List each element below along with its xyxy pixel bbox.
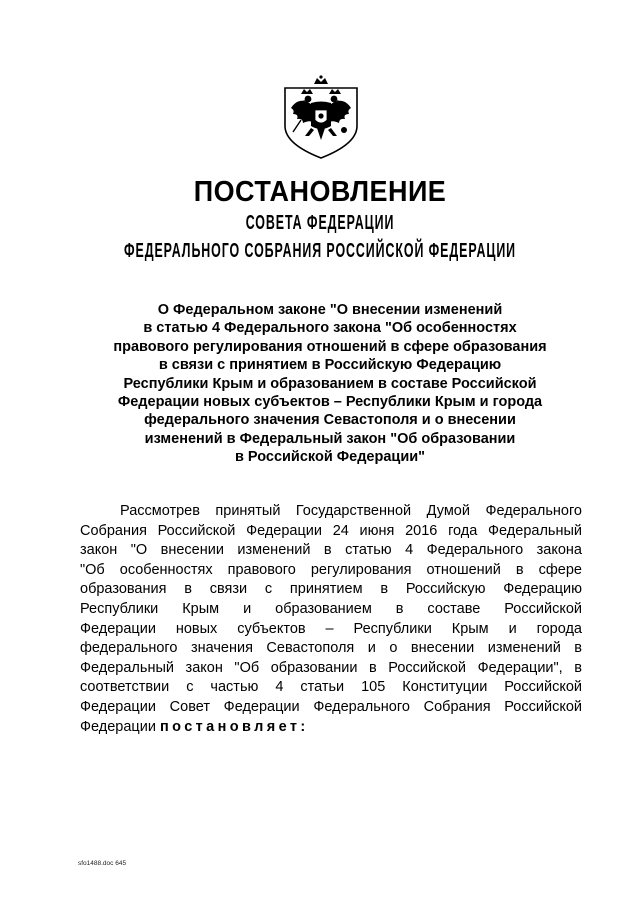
issuer-line-2: ФЕДЕРАЛЬНОГО СОБРАНИЯ РОССИЙСКОЙ ФЕДЕРАЦИИ: [123, 240, 517, 262]
body-last-prefix: Федерации: [80, 718, 160, 735]
body-line: образования в связи с принятием в Российскую Федерацию: [80, 581, 582, 598]
subject-line: О Федеральном законе "О внесении изменений: [157, 302, 503, 318]
subject-heading: [80, 301, 580, 467]
body-line: федерального значения Севастополя и о внесении изменений в: [80, 640, 582, 657]
subject-line: в Российской Федерации": [234, 449, 426, 466]
body-line-last: [80, 718, 582, 738]
body-line: Федерации Совет Федерации Федерального Собрания Российской: [80, 698, 582, 715]
body-line: соответствии с частью 4 статьи 105 Конституции Российской: [80, 679, 582, 696]
body-line: Республики Крым и образованием в составе Российской: [80, 600, 582, 617]
body-line: Федеральный закон "Об образовании в Российской Федерации", в: [80, 659, 582, 676]
body-line: Федерации новых субъектов – Республики Крым и города: [80, 620, 582, 637]
body-line: "Об особенностях правового регулирования отношений в сфере: [80, 561, 582, 578]
resolves-keyword: постановляет:: [159, 718, 309, 735]
subject-line: Федерации новых субъектов – Республики Крым и города: [117, 394, 543, 411]
body-line: Собрания Российской Федерации 24 июня 2016 года Федеральный: [80, 522, 582, 539]
body-line: Рассмотрев принятый Государственной Думой Федерального: [120, 503, 582, 519]
subject-line: правового регулирования отношений в сфере образования: [113, 338, 547, 355]
resolution-body: [80, 502, 582, 737]
subject-line: федерального значения Севастополя и о внесении: [144, 412, 516, 429]
issuer-line-1: СОВЕТА ФЕДЕРАЦИИ: [245, 212, 395, 234]
body-line: закон "О внесении изменений в статью 4 Федерального закона: [80, 542, 582, 559]
russian-coat-of-arms-icon: [281, 74, 361, 160]
subject-line: изменений в Федеральный закон "Об образовании: [144, 430, 516, 447]
document-title: ПОСТАНОВЛЕНИЕ: [193, 176, 447, 208]
document-code: sfo1488.doc 645: [78, 860, 127, 867]
subject-line: в статью 4 Федерального закона "Об особенностях: [143, 320, 517, 337]
subject-line: Республики Крым и образованием в составе Российской: [123, 375, 537, 392]
subject-line: в связи с принятием в Российскую Федерацию: [158, 357, 502, 374]
